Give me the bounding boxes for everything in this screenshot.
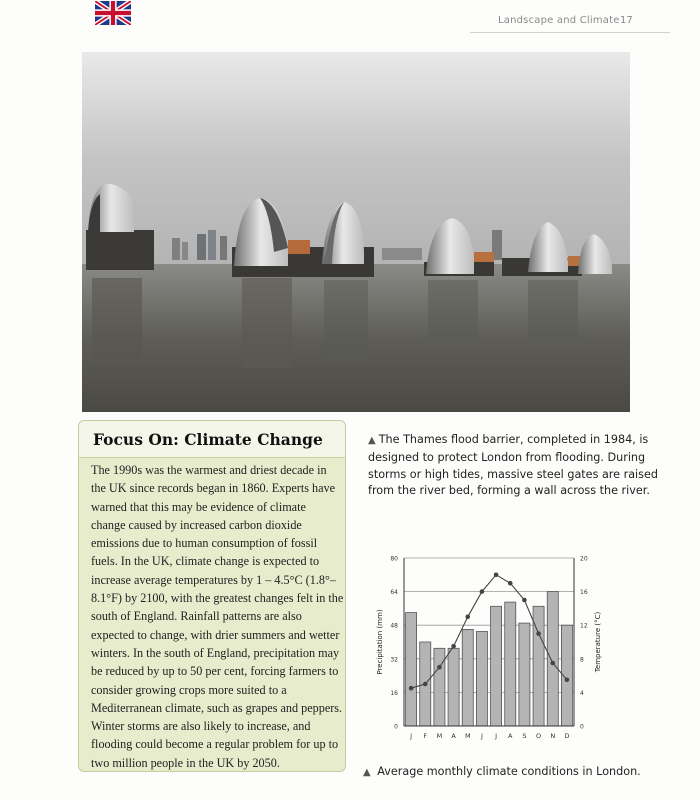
focus-line: be reduced by up to 50 per cent, forcing farmers to bbox=[91, 664, 339, 679]
temperature-point bbox=[536, 631, 541, 636]
x-tick-label: S bbox=[522, 732, 527, 740]
x-tick-label: D bbox=[564, 732, 570, 740]
focus-line: The 1990s was the warmest and driest decade in bbox=[91, 463, 327, 477]
focus-line: fuels. In the UK, climate change is expected to bbox=[91, 554, 320, 569]
header-rule bbox=[470, 32, 670, 33]
focus-line: increase average temperatures by 1 – 4.5°C (1.8°– bbox=[91, 572, 336, 587]
triangle-bullet-icon: ▲ bbox=[363, 767, 371, 778]
page-number: 17 bbox=[620, 15, 633, 26]
precipitation-bar bbox=[448, 648, 459, 726]
temperature-point bbox=[494, 573, 499, 578]
triangle-bullet-icon: ▲ bbox=[368, 435, 376, 446]
precipitation-bar bbox=[505, 602, 516, 726]
photo-caption-line-0 bbox=[368, 432, 649, 450]
thames-barrier-photo bbox=[82, 52, 630, 412]
temperature-point bbox=[508, 581, 513, 586]
y-tick-label: 64 bbox=[390, 589, 398, 597]
photo-caption-text: The Thames flood barrier, completed in 1984, is bbox=[378, 433, 649, 446]
temperature-point bbox=[480, 589, 485, 594]
x-tick-label: O bbox=[536, 732, 542, 740]
focus-title: Focus On: Climate Change bbox=[93, 430, 323, 449]
temperature-point bbox=[550, 661, 555, 666]
chart-caption bbox=[363, 765, 641, 778]
photo-caption-line-1: designed to protect London from flooding. During bbox=[368, 450, 646, 464]
temperature-point bbox=[451, 644, 456, 649]
climate-chart bbox=[360, 548, 620, 748]
focus-line: flooding could become a regular problem for up to bbox=[91, 737, 339, 752]
temperature-point bbox=[565, 678, 570, 683]
focus-line: emissions due to human consumption of fossil bbox=[91, 536, 318, 551]
y-tick-label: 32 bbox=[390, 656, 398, 664]
focus-line: south of England. Rainfall patterns are also bbox=[91, 609, 302, 624]
focus-line: winters. In the south of England, precipitation may bbox=[91, 645, 340, 660]
precipitation-bar bbox=[476, 632, 487, 727]
photo-caption bbox=[368, 432, 658, 500]
precipitation-bar bbox=[434, 648, 445, 726]
y2-tick-label: 20 bbox=[580, 555, 588, 563]
temperature-point bbox=[423, 682, 428, 687]
chart-line bbox=[409, 573, 569, 691]
temperature-point bbox=[437, 665, 442, 670]
chart-caption-text: Average monthly climate conditions in London. bbox=[377, 765, 641, 778]
x-tick-label: M bbox=[464, 732, 471, 740]
precipitation-bar bbox=[547, 592, 558, 726]
running-head: Landscape and Climate bbox=[498, 15, 620, 26]
focus-title-bar bbox=[79, 421, 345, 458]
precipitation-bar bbox=[491, 606, 502, 726]
focus-line: two million people in the UK by 2050. bbox=[91, 755, 280, 770]
focus-line: Winter storms are also likely to increase, and bbox=[91, 719, 311, 734]
y2-tick-label: 0 bbox=[580, 723, 584, 731]
temperature-point bbox=[522, 598, 527, 603]
union-jack-flag-icon bbox=[95, 1, 131, 25]
y-tick-label: 0 bbox=[394, 723, 398, 731]
focus-body-text bbox=[91, 461, 344, 772]
temperature-point bbox=[465, 615, 470, 620]
y2-tick-label: 16 bbox=[580, 589, 588, 597]
y-tick-label: 80 bbox=[390, 555, 398, 563]
x-tick-label: J bbox=[410, 732, 413, 740]
focus-line: change caused by increased carbon dioxide bbox=[91, 517, 302, 532]
y2-tick-label: 12 bbox=[580, 622, 588, 630]
x-tick-label: A bbox=[508, 732, 513, 740]
y2-tick-label: 8 bbox=[580, 656, 584, 664]
y-tick-label: 48 bbox=[390, 622, 398, 630]
focus-line: expected to change, with drier summers and wetter bbox=[91, 627, 340, 642]
precipitation-bar bbox=[519, 623, 530, 726]
temperature-point bbox=[409, 686, 414, 691]
precipitation-bar bbox=[406, 613, 417, 726]
precipitation-bar bbox=[462, 629, 473, 726]
focus-box bbox=[78, 420, 346, 772]
x-tick-label: F bbox=[423, 732, 428, 740]
y2-tick-label: 4 bbox=[580, 689, 584, 697]
y2-axis-title: Temperature (°C) bbox=[594, 611, 602, 673]
x-tick-label: J bbox=[480, 732, 483, 740]
focus-line: the UK since records began in 1860. Experts have bbox=[91, 481, 336, 496]
focus-line: warned that this may be evidence of climate bbox=[91, 499, 306, 514]
x-tick-label: N bbox=[550, 732, 556, 740]
focus-line: Mediterranean climate, such as grapes and peppers. bbox=[91, 700, 343, 715]
y-tick-label: 16 bbox=[390, 689, 398, 697]
photo-caption-line-2: storms or high tides, massive steel gates are raised bbox=[368, 467, 658, 481]
focus-line: consider growing crops more suited to a bbox=[91, 682, 287, 697]
y-axis-title: Precipitation (mm) bbox=[376, 609, 384, 675]
photo-caption-line-3: from the river bed, forming a wall across the river. bbox=[368, 484, 650, 498]
x-tick-label: A bbox=[451, 732, 456, 740]
x-tick-label: M bbox=[436, 732, 443, 740]
focus-line: 8.1°F) by 2100, with the greatest changes felt in the bbox=[91, 591, 344, 606]
x-tick-label: J bbox=[495, 732, 498, 740]
